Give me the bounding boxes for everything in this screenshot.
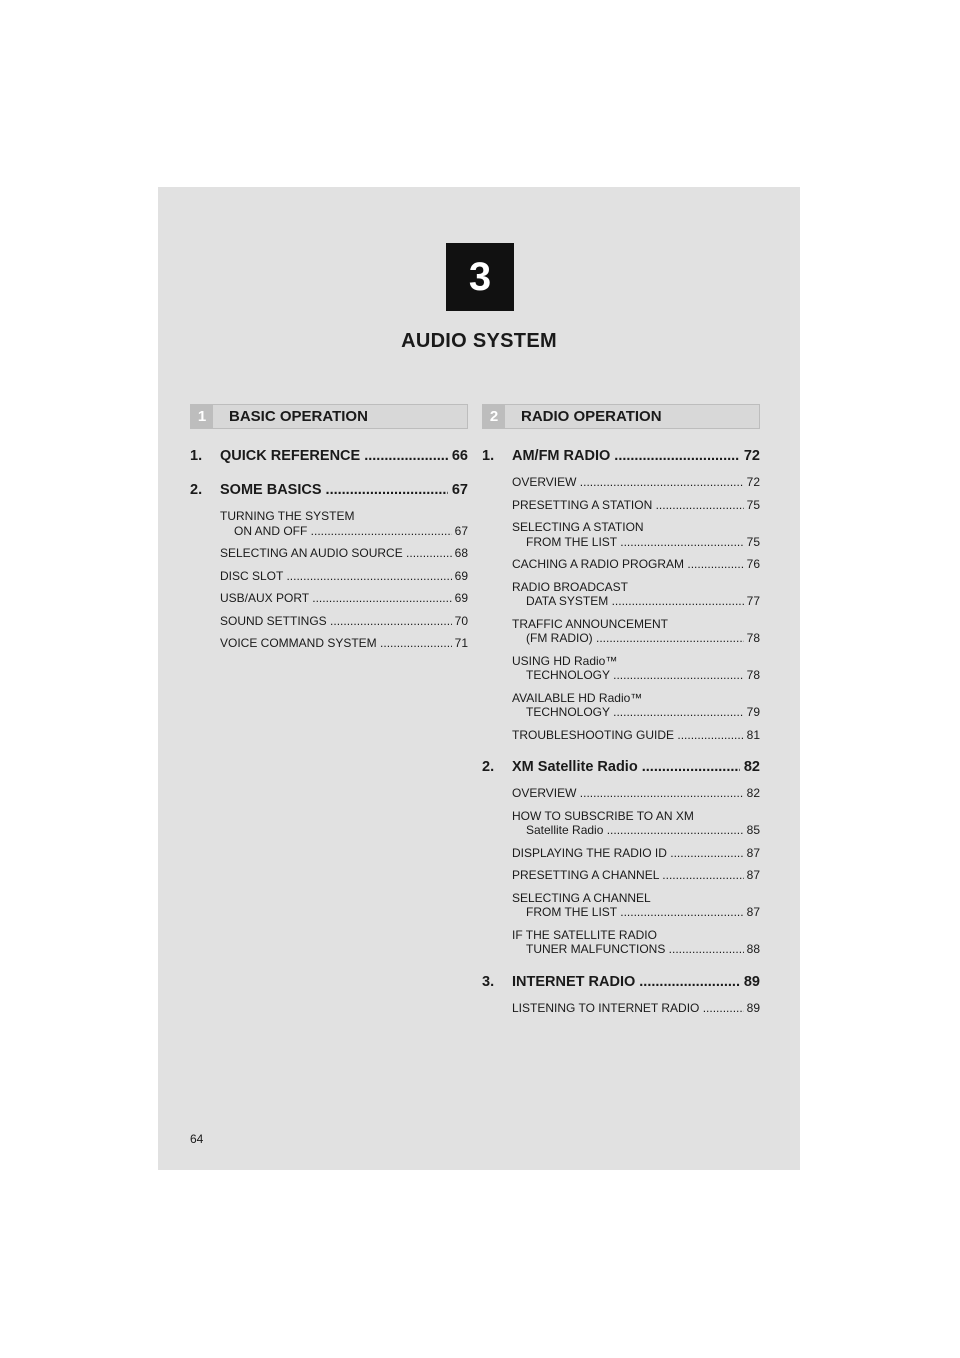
subitem-title-row [512, 868, 760, 883]
subitem-title: VOICE COMMAND SYSTEM ..... [220, 636, 452, 651]
subitem-title-row [512, 905, 760, 920]
subitem-title-row [512, 705, 760, 720]
section-column-basic-operation [190, 404, 468, 659]
chapter-entry-page: 89 [743, 973, 760, 990]
subitem-page: 76 [746, 557, 760, 571]
chapter-entry-title: INTERNET RADIO ..... [512, 973, 740, 991]
subitem-title-row [220, 614, 468, 629]
toc-chapter [190, 447, 468, 465]
subitem-title-row [220, 569, 468, 584]
toc-subitem[interactable] [220, 591, 468, 606]
subitem-title: ON AND OFF ..... [234, 524, 452, 539]
subitem-page: 78 [746, 668, 760, 682]
subitem-title-row [220, 524, 468, 539]
chapter-entry-number: 2. [482, 759, 495, 775]
subitem-title-row [512, 475, 760, 490]
subitem-title: TECHNOLOGY ..... [526, 705, 744, 720]
subitem-page: 70 [454, 613, 468, 628]
subitem-page: 69 [454, 568, 468, 583]
toc-chapter-entry[interactable] [482, 973, 760, 991]
toc-chapter-entry[interactable] [482, 447, 760, 465]
subitem-title-row [512, 1001, 760, 1016]
chapter-entry-title: AM/FM RADIO ..... [512, 447, 740, 465]
subitem-page: 67 [454, 523, 468, 538]
chapter-entry-page: 72 [743, 448, 760, 464]
subitem-title: TECHNOLOGY ..... [526, 668, 744, 683]
subitem-title: DATA SYSTEM ..... [526, 594, 744, 609]
subitem-title-row [220, 546, 468, 561]
subitem-page: 75 [746, 497, 760, 512]
toc-subitems [220, 509, 468, 651]
subitem-page: 88 [746, 942, 760, 956]
subitem-title-line1: AVAILABLE HD Radio™ [512, 690, 643, 705]
subitem-page: 78 [746, 631, 760, 645]
section-label: RADIO OPERATION [521, 408, 662, 425]
toc-subitem[interactable] [512, 654, 760, 683]
subitem-title-row [512, 786, 760, 801]
subitem-title-row [512, 942, 760, 957]
chapter-entry-number: 3. [482, 973, 495, 990]
subitem-title-row [512, 728, 760, 743]
chapter-entry-page: 82 [743, 759, 760, 775]
chapter-title: AUDIO SYSTEM [401, 330, 557, 352]
subitem-title-row [512, 594, 760, 609]
toc-chapter-entry[interactable] [190, 447, 468, 465]
toc-chapter-entry[interactable] [190, 481, 468, 499]
subitem-title-line1: IF THE SATELLITE RADIO [512, 927, 657, 942]
subitem-title: FROM THE LIST ..... [526, 905, 744, 920]
toc-subitem[interactable] [512, 728, 760, 743]
subitem-title-line1: RADIO BROADCAST [512, 579, 629, 594]
subitem-title-line1: TRAFFIC ANNOUNCEMENT [512, 616, 668, 631]
chapter-entry-title: SOME BASICS ..... [220, 481, 448, 499]
chapter-entry-number: 2. [190, 482, 203, 498]
subitem-title-line1: SELECTING A STATION [512, 520, 644, 534]
subitem-title: Satellite Radio ..... [526, 823, 744, 838]
section-header [190, 404, 468, 429]
section-number: 2 [483, 405, 505, 428]
subitem-title: DISC SLOT ..... [220, 569, 452, 584]
toc-chapter [482, 447, 760, 742]
toc-subitem[interactable] [512, 520, 760, 549]
subitem-page: 85 [746, 823, 760, 837]
subitem-title-row [512, 846, 760, 861]
toc-chapter-entry[interactable] [482, 758, 760, 776]
subitem-page: 87 [746, 905, 760, 919]
subitem-title: OVERVIEW ..... [512, 475, 744, 490]
subitem-title: LISTENING TO INTERNET RADIO ..... [512, 1001, 744, 1016]
toc-subitem[interactable] [220, 509, 468, 538]
toc-subitem[interactable] [512, 475, 760, 490]
toc-chapter [190, 481, 468, 651]
subitem-page: 87 [746, 845, 760, 860]
toc-subitem[interactable] [512, 1001, 760, 1016]
toc-subitem[interactable] [512, 617, 760, 646]
subitem-title: FROM THE LIST ..... [526, 535, 744, 550]
subitem-title: TROUBLESHOOTING GUIDE ..... [512, 728, 744, 743]
toc-chapter [482, 973, 760, 1016]
subitem-page: 89 [746, 1000, 760, 1015]
toc-subitem[interactable] [220, 636, 468, 651]
subitem-title-row [512, 498, 760, 513]
section-label: BASIC OPERATION [229, 408, 368, 425]
subitem-title-row [512, 535, 760, 550]
toc-subitem[interactable] [512, 928, 760, 957]
subitem-title-row [512, 668, 760, 683]
chapter-entry-page: 66 [451, 448, 468, 464]
subitem-title-row [512, 631, 760, 646]
subitem-title: PRESETTING A STATION ..... [512, 498, 744, 513]
toc-subitem[interactable] [512, 786, 760, 801]
subitem-title-line1: USING HD Radio™ [512, 653, 618, 668]
subitem-page: 82 [746, 786, 760, 800]
subitem-title-line1: HOW TO SUBSCRIBE TO AN XM [512, 808, 694, 823]
subitem-page: 68 [454, 546, 468, 560]
subitem-title-row [512, 557, 760, 572]
toc-subitem[interactable] [220, 614, 468, 629]
subitem-title-row [220, 591, 468, 606]
chapter-entry-number: 1. [190, 448, 203, 464]
toc-subitem[interactable] [512, 557, 760, 572]
subitem-title: CACHING A RADIO PROGRAM ..... [512, 557, 744, 572]
subitem-page: 81 [746, 727, 760, 742]
toc-subitems [512, 475, 760, 742]
toc-subitem[interactable] [512, 846, 760, 861]
toc-subitem[interactable] [220, 569, 468, 584]
subitem-title: PRESETTING A CHANNEL ..... [512, 868, 744, 883]
chapter-entry-title: XM Satellite Radio ..... [512, 758, 740, 776]
subitem-title: DISPLAYING THE RADIO ID ..... [512, 846, 744, 861]
subitem-page: 77 [746, 594, 760, 608]
subitem-title-line1: TURNING THE SYSTEM [220, 509, 355, 523]
chapter-entry-number: 1. [482, 448, 495, 464]
subitem-title-row [220, 636, 468, 651]
page-number: 64 [190, 1132, 204, 1146]
subitem-page: 87 [746, 868, 760, 882]
toc-subitems [512, 1001, 760, 1016]
subitem-page: 75 [746, 534, 760, 549]
toc-chapter [482, 758, 760, 957]
subitem-title: SOUND SETTINGS ..... [220, 614, 452, 629]
toc-subitem[interactable] [512, 868, 760, 883]
subitem-title: OVERVIEW ..... [512, 786, 744, 801]
section-number: 1 [191, 405, 213, 428]
subitem-page: 69 [454, 591, 468, 605]
subitem-page: 71 [454, 636, 468, 650]
subitem-title: SELECTING AN AUDIO SOURCE ..... [220, 546, 452, 561]
toc-subitem[interactable] [512, 809, 760, 838]
subitem-title: TUNER MALFUNCTIONS ..... [526, 942, 744, 957]
chapter-entry-page: 67 [451, 482, 468, 498]
section-header [482, 404, 760, 429]
toc-subitem[interactable] [512, 691, 760, 720]
toc-subitems [512, 786, 760, 957]
toc-subitem[interactable] [512, 891, 760, 920]
toc-subitem[interactable] [512, 498, 760, 513]
toc-subitem[interactable] [220, 546, 468, 561]
chapter-entry-title: QUICK REFERENCE ..... [220, 447, 448, 465]
chapter-number-badge: 3 [446, 243, 514, 311]
subitem-title: USB/AUX PORT ..... [220, 591, 452, 606]
section-column-radio-operation [482, 404, 760, 1023]
subitem-page: 79 [746, 705, 760, 719]
subitem-page: 72 [746, 475, 760, 489]
subitem-title-line1: SELECTING A CHANNEL [512, 890, 651, 905]
subitem-title: (FM RADIO) ..... [526, 631, 744, 646]
subitem-title-row [512, 823, 760, 838]
toc-subitem[interactable] [512, 580, 760, 609]
